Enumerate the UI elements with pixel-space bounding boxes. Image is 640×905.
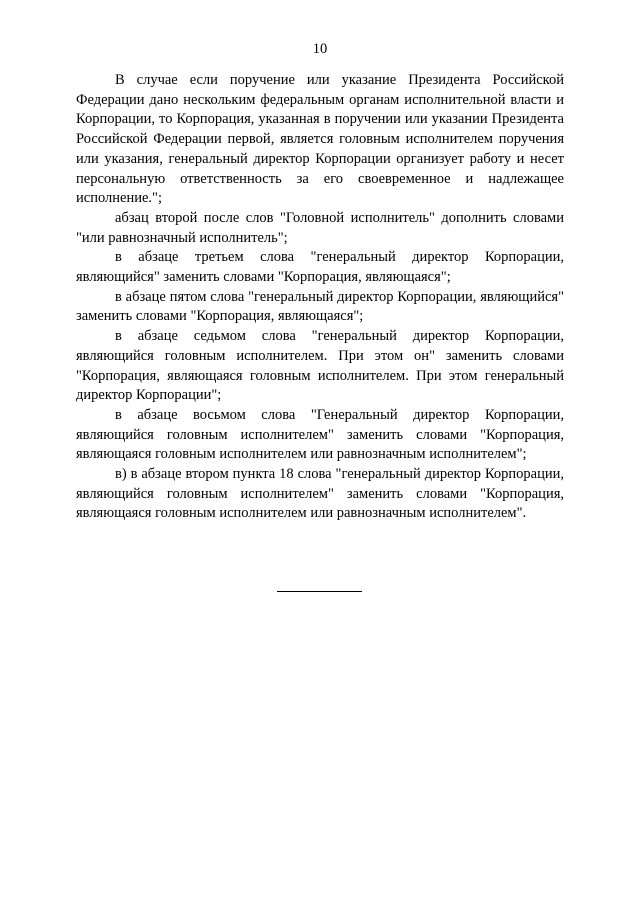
paragraph-amendment-second: абзац второй после слов "Головной исполнитель" дополнить словами "или равнозначный исполнитель"; <box>76 209 564 246</box>
paragraph-amendment-seventh: в абзаце седьмом слова "генеральный директор Корпорации, являющийся головным исполнителем. При этом он" заменить словами "Корпорация, являющаяся головным исполнителем. При этом генеральный директор Корпорации"; <box>76 328 564 404</box>
paragraph-amendment-third: в абзаце третьем слова "генеральный директор Корпорации, являющийся" заменить словами "Корпорация, являющаяся"; <box>76 249 564 286</box>
end-of-document-divider <box>277 591 362 592</box>
paragraph-amendment-fifth: в абзаце пятом слова "генеральный директор Корпорации, являющийся" заменить словами "Корпорация, являющаяся"; <box>76 288 564 325</box>
paragraph-amendment-eighth: в абзаце восьмом слова "Генеральный директор Корпорации, являющийся головным исполнителем" заменить словами "Корпорация, являющаяся головным исполнителем или равнозначным исполнителем"; <box>76 406 564 463</box>
paragraph-item-v: в) в абзаце втором пункта 18 слова "генеральный директор Корпорации, являющийся головным исполнителем" заменить словами "Корпорация, являющаяся головным исполнителем или равнозначным исполнителем". <box>76 466 564 522</box>
page-number: 10 <box>312 41 328 57</box>
document-body <box>76 71 564 524</box>
paragraph-continuation: В случае если поручение или указание Президента Российской Федерации дано нескольким федеральным органам исполнительной власти и Корпорации, то Корпорация, указанная в поручении или указании Президента Российской Федерации первой, является головным исполнителем поручения или указания, генеральный директор Корпорации организует работу и несет персональную ответственность за его своевременное и надлежащее исполнение."; <box>76 72 564 207</box>
